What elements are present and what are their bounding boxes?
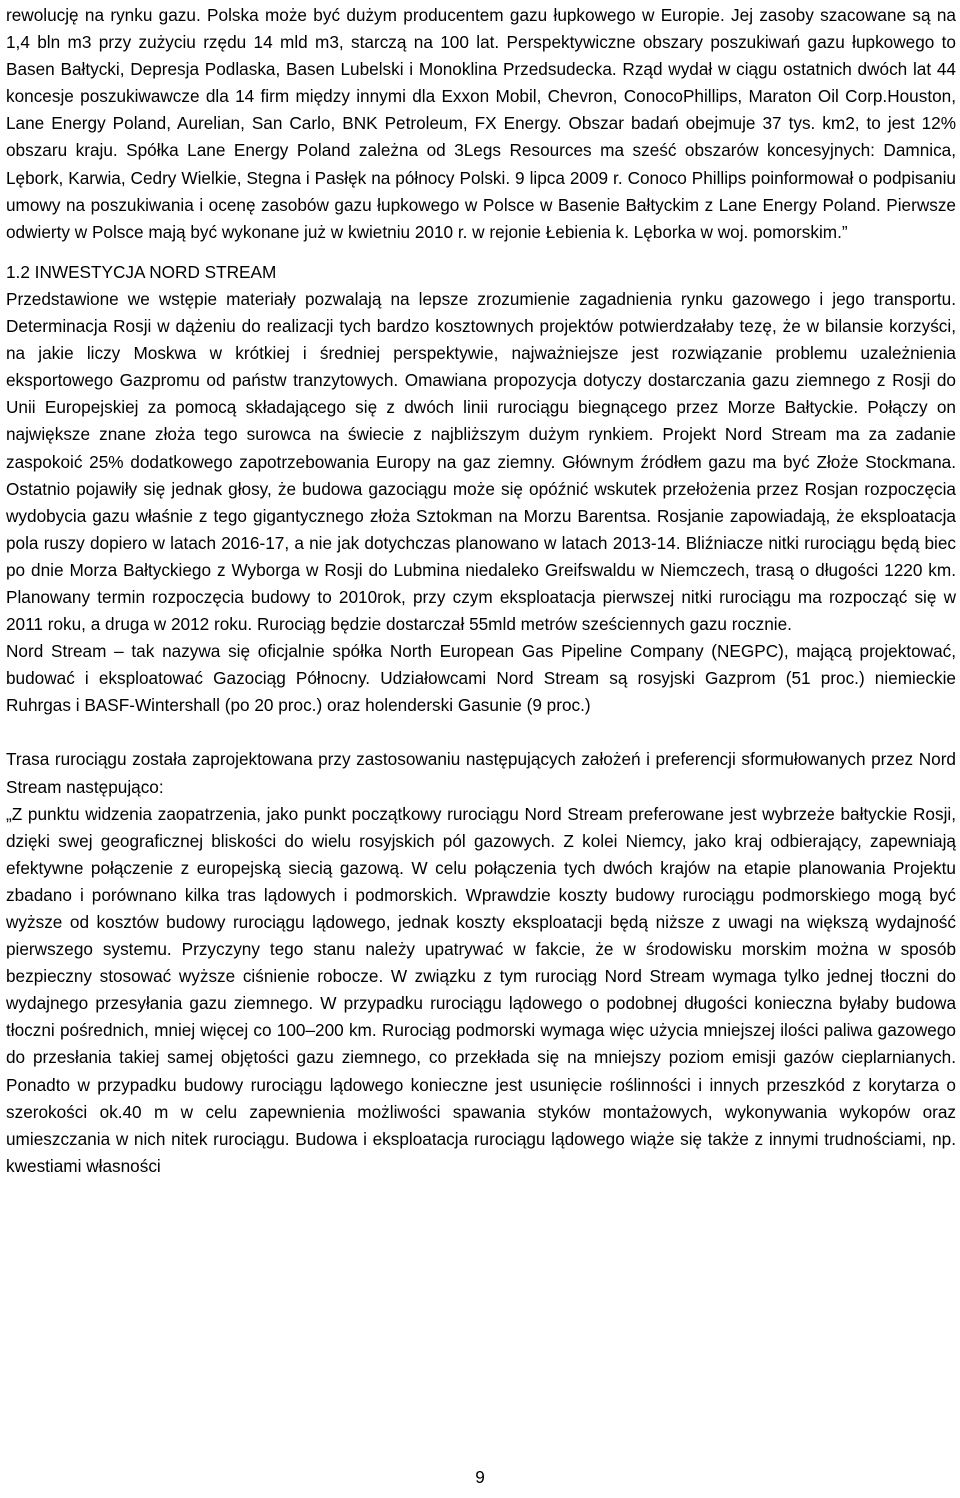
- page-content: [6, 2, 956, 1180]
- paragraph-route-intro: Trasa rurociągu została zaprojektowana przy zastosowaniu następujących założeń i preferencji sformułowanych przez Nord Stream następująco:: [6, 749, 956, 797]
- page-number: 9: [475, 1467, 485, 1487]
- section-heading: 1.2 INWESTYCJA NORD STREAM: [6, 261, 277, 282]
- paragraph-nord-stream-intro: Przedstawione we wstępie materiały pozwalają na lepsze zrozumienie zagadnienia rynku gazowego i jego transportu. Determinacja Rosji w dążeniu do realizacji tych bardzo kosztownych projektów potwierdzałaby tezę, że w bilansie korzyści, na jakie liczy Moskwa w krótkiej i średniej perspektywie, najważniejsze jest rozwiązanie problemu uzależnienia eksportowego Gazpromu od państw tranzytowych. Omawiana propozycja dotyczy dostarczania gazu ziemnego z Rosji do Unii Europejskiej za pomocą składającego się z dwóch linii rurociągu biegnącego przez Morze Bałtyckie. Połączy on największe znane złoża tego surowca na świecie z najbliższym dużym rynkiem. Projekt Nord Stream ma za zadanie zaspokoić 25% dodatkowego zapotrzebowania Europy na gaz ziemny. Głównym źródłem gazu ma być Złoże Stockmana. Ostatnio pojawiły się jednak głosy, że budowa gazociągu może się opóźnić wskutek przełożenia przez Rosjan rozpoczęcia wydobycia gazu właśnie z tego gigantycznego złoża Sztokman na Morzu Barentsa. Rosjanie zapowiadają, że eksploatacja pola ruszy dopiero w latach 2016-17, a nie jak dotychczas planowano w latach 2013-14. Bliźniacze nitki rurociągu będą biec po dnie Morza Bałtyckiego z Wyborga w Rosji do Lubmina niedaleko Greifswaldu w Niemczech, trasą o długości 1220 km. Planowany termin rozpoczęcia budowy to 2010rok, przy czym eksploatacja pierwszej nitki rurociągu ma rozpocząć się w 2011 roku, a druga w 2012 roku. Rurociąg będzie dostarczał 55mld metrów sześciennych gazu rocznie.: [6, 288, 956, 635]
- paragraph-nord-stream-company: Nord Stream – tak nazywa się oficjalnie spółka North European Gas Pipeline Company (NEGPC), mającą projektować, budować i eksploatować Gazociąg Północny. Udziałowcami Nord Stream są rosyjski Gazprom (51 proc.) niemieckie Ruhrgas i BASF-Wintershall (po 20 proc.) oraz holenderski Gasunie (9 proc.): [6, 641, 956, 716]
- paragraph-shale-gas: rewolucję na rynku gazu. Polska może być dużym producentem gazu łupkowego w Europie. Jej zasoby szacowane są na 1,4 bln m3 przy zużyciu rzędu 14 mld m3, starczą na 100 lat. Perspektywiczne obszary poszukiwań gazu łupkowego to Basen Bałtycki, Depresja Podlaska, Basen Lubelski i Monoklina Przedsudecka. Rząd wydał w ciągu ostatnich dwóch lat 44 koncesje poszukiwawcze dla 14 firm między innymi dla Exxon Mobil, Chevron, ConocoPhillips, Maraton Oil Corp.Houston, Lane Energy Poland, Aurelian, San Carlo, BNK Petroleum, FX Energy. Obszar badań obejmuje 37 tys. km2, to jest 12% obszaru kraju. Spółka Lane Energy Poland zależna od 3Legs Resources ma sześć obszarów koncesyjnych: Damnica, Lębork, Karwia, Cedry Wielkie, Stegna i Pasłęk na północy Polski. 9 lipca 2009 r. Conoco Phillips poinformował o podpisaniu umowy na poszukiwania i ocenę zasobów gazu łupkowego w Polsce w Basenie Bałtyckim z Lane Energy Poland. Pierwsze odwierty w Polsce mają być wykonane już w kwietniu 2010 r. w rejonie Łebienia k. Lęborka w woj. pomorskim.”: [6, 5, 956, 242]
- blank-line: [6, 719, 956, 746]
- paragraph-route-quote: „Z punktu widzenia zaopatrzenia, jako punkt początkowy rurociągu Nord Stream preferowane jest wybrzeże bałtyckie Rosji, dzięki swej geograficznej bliskości do wielu rosyjskich pól gazowych. Z kolei Niemcy, jako kraj odbierający, zapewniają efektywne połączenie z europejską siecią gazową. W celu połączenia tych dwóch krajów na etapie planowania Projektu zbadano i porównano kilka tras lądowych i podmorskich. Wprawdzie koszty budowy rurociągu podmorskiego mogą być wyższe od kosztów budowy rurociągu lądowego, jednak koszty eksploatacji będą niższe z uwagi na większą wydajność pierwszego systemu. Przyczyny tego stanu należy upatrywać w fakcie, że w środowisku morskim można w sposób bezpieczny stosować wyższe ciśnienie robocze. W związku z tym rurociąg Nord Stream wymaga tylko jednej tłoczni do wydajnego przesyłania gazu ziemnego. W przypadku rurociągu lądowego o podobnej długości konieczna byłaby budowa tłoczni pośrednich, mniej więcej co 100–200 km. Rurociąg podmorski wymaga więc użycia mniejszej ilości paliwa gazowego do przesłania takiej samej objętości gazu ziemnego, co przekłada się na mniejszy poziom emisji gazów cieplarnianych. Ponadto w przypadku budowy rurociągu lądowego konieczne jest usunięcie roślinności i innych przeszkód z korytarza o szerokości ok.40 m w celu zapewnienia możliwości spawania styków montażowych, wykonywania wykopów oraz umieszczania w nich nitek rurociągu. Budowa i eksploatacja rurociągu lądowego wiąże się także z innymi trudnościami, np. kwestiami własności: [6, 803, 956, 1176]
